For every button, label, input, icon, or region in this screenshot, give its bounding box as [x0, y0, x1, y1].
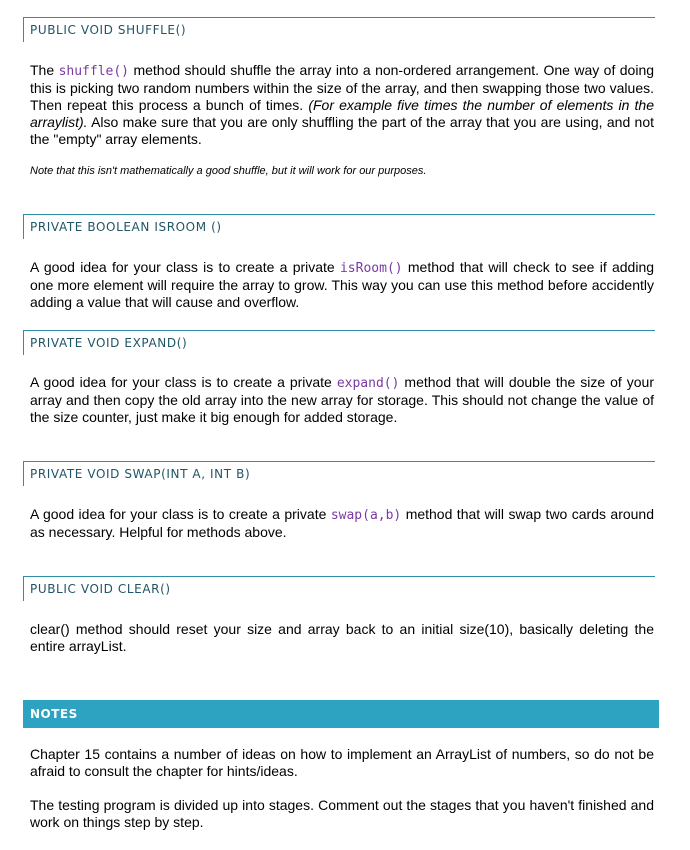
- text-run: method should shuffle the array into a non-ordered arrangement. One way of doing this is picking two random numbers within the size of the array, and then swapping those two values. Then repeat this process a bunch of times.: [30, 62, 655, 113]
- section-heading-expand: [23, 330, 655, 355]
- code-swap: swap(a,b): [330, 508, 402, 523]
- section-heading-text: PRIVATE VOID EXPAND(): [30, 336, 188, 350]
- text-run: method that will swap two cards around as necessary. Helpful for methods above.: [30, 506, 655, 540]
- shuffle-description: [30, 62, 654, 148]
- notes-paragraph-1: Chapter 15 contains a number of ideas on how to implement an ArrayList of numbers, so do not be afraid to consult the chapter for hints/ideas.: [30, 746, 654, 779]
- code-isroom: isRoom(): [339, 261, 403, 276]
- section-heading-shuffle: [23, 17, 655, 42]
- shuffle-note: Note that this isn't mathematically a good shuffle, but it will work for our purposes.: [30, 165, 427, 177]
- notes-paragraph-2: The testing program is divided up into stages. Comment out the stages that you haven't finished and work on things step by step.: [30, 797, 654, 830]
- section-heading-text: PRIVATE BOOLEAN ISROOM (): [30, 220, 222, 234]
- section-heading-text: PUBLIC VOID SHUFFLE(): [30, 23, 187, 37]
- isroom-description: [30, 259, 654, 311]
- section-heading-isroom: [23, 214, 655, 239]
- text-run: method that will double the size of your array and then copy the old array into the new array for storage. This should not change the value of the size counter, just make it big enough for added storage.: [30, 374, 655, 425]
- section-heading-clear: [23, 576, 655, 601]
- italic-run: (For example five times the number of elements in the arraylist).: [30, 97, 654, 130]
- text-run: The: [30, 62, 59, 78]
- clear-description: clear() method should reset your size and array back to an initial size(10), basically deleting the entire arrayList.: [30, 621, 654, 654]
- section-heading-swap: [23, 461, 655, 486]
- code-expand: expand(): [336, 376, 400, 391]
- notes-heading-text: NOTES: [30, 707, 78, 721]
- text-run: A good idea for your class is to create a private: [30, 259, 340, 275]
- section-heading-text: PUBLIC VOID CLEAR(): [30, 582, 171, 596]
- text-run: Also make sure that you are only shuffling the part of the array that you are using, and not the "empty" array elements.: [30, 114, 654, 147]
- section-heading-text: PRIVATE VOID SWAP(INT A, INT B): [30, 467, 251, 481]
- swap-description: [30, 506, 654, 541]
- notes-heading: [23, 700, 659, 728]
- expand-description: [30, 374, 654, 426]
- text-run: A good idea for your class is to create a private: [30, 506, 331, 522]
- text-run: A good idea for your class is to create a private: [30, 374, 337, 390]
- code-shuffle: shuffle(): [58, 64, 130, 79]
- text-run: method that will check to see if adding one more element will require the array to grow. This way you can use this method before accidently adding a value that will cause and overflow.: [30, 259, 655, 310]
